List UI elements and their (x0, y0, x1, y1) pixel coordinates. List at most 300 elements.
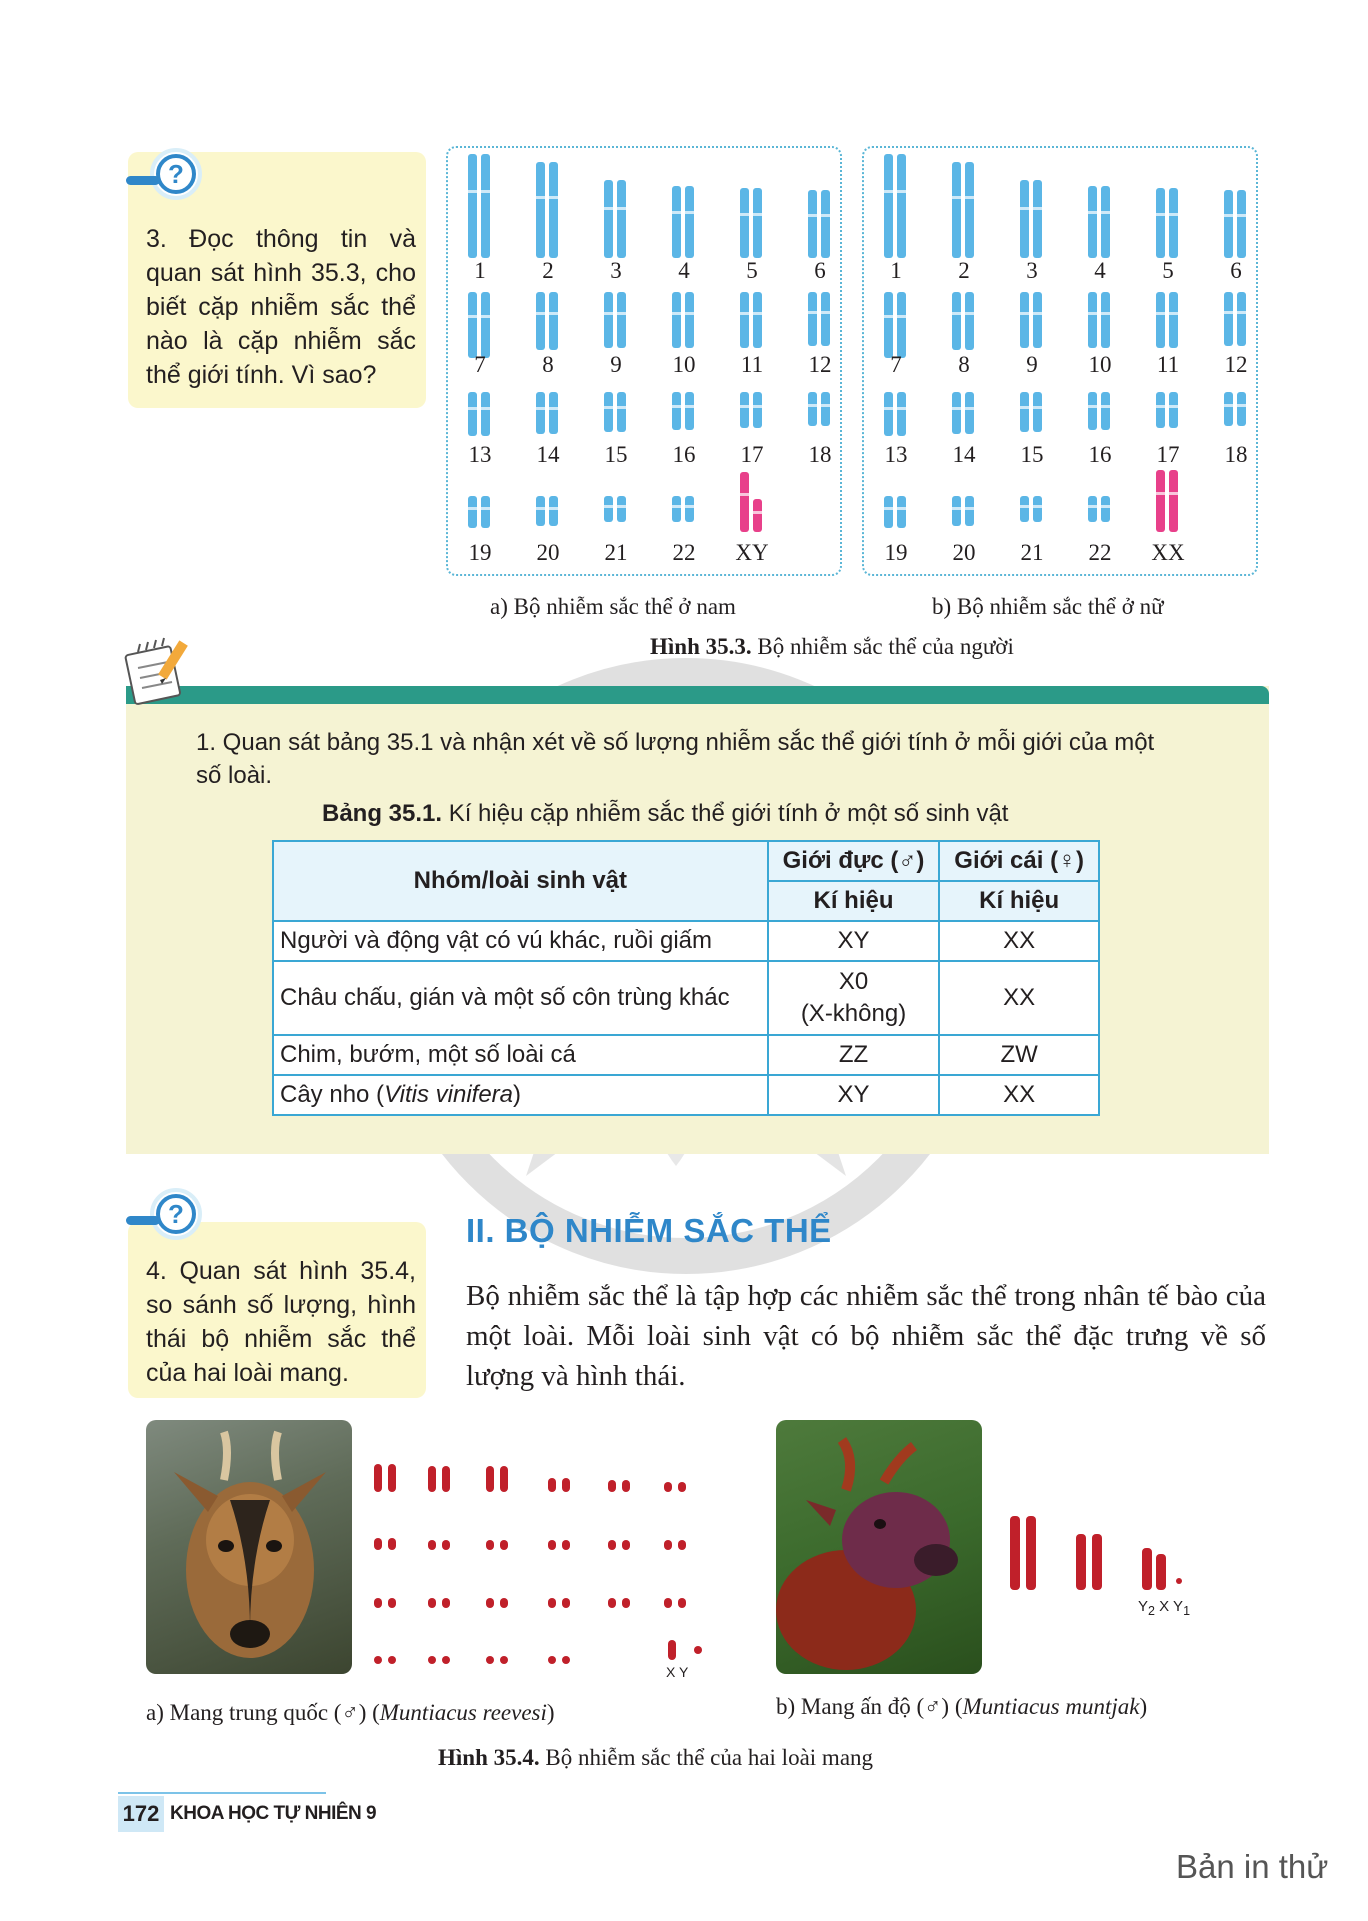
table-row (273, 1035, 1099, 1075)
centromere (468, 190, 477, 193)
table-row (273, 961, 1099, 1035)
question-3-text: 3. Đọc thông tin và quan sát hình 35.3, cho biết cặp nhiễm sắc thể nào là cặp nhiễm sắc thể giới tính. Vì sao? (146, 225, 416, 389)
chromosome-pair (808, 392, 832, 426)
chromosome-number: 10 (672, 352, 696, 377)
chromosome (500, 1656, 508, 1664)
chromosome (678, 1482, 686, 1492)
chromosome (1092, 1534, 1102, 1590)
chromatid (536, 496, 545, 526)
chromosome-number: 7 (474, 352, 486, 377)
chromosome-number: 4 (678, 258, 690, 283)
centromere (617, 312, 626, 315)
chromatid (468, 154, 477, 258)
centromere (884, 315, 893, 318)
draft-label: Bản in thử (1176, 1848, 1329, 1885)
cell-male: XY (768, 1075, 940, 1115)
chromosome-pair (672, 186, 696, 258)
cell-group-scientific-name: Vitis vinifera (384, 1081, 514, 1108)
chromosome (388, 1598, 396, 1608)
chromosome (622, 1598, 630, 1608)
chromosome (1142, 1548, 1152, 1590)
centromere (1088, 211, 1097, 214)
chromosome-pair (952, 292, 976, 350)
chromatid (1033, 292, 1042, 348)
caption-a-scientific-name: Muntiacus reevesi (379, 1700, 547, 1725)
table-row (273, 1075, 1099, 1115)
chromosome-number: 2 (542, 258, 554, 283)
chromosome-pair (468, 154, 492, 258)
page-number: 172 (118, 1796, 164, 1832)
figure-35-3-title: Bộ nhiễm sắc thể của người (751, 634, 1014, 659)
chromosome-pair (672, 392, 696, 430)
male-karyotype-caption: a) Bộ nhiễm sắc thể ở nam (490, 594, 736, 619)
centromere (1088, 312, 1097, 315)
centromere (1101, 312, 1110, 315)
chromatid (1237, 190, 1246, 258)
centromere (897, 190, 906, 193)
chromosome-number: 6 (1230, 258, 1242, 283)
chromosome-pair (672, 496, 696, 522)
chromatid (821, 292, 830, 346)
chromosome-pair (536, 162, 560, 258)
centromere (1088, 405, 1097, 408)
chromosome-number: 13 (884, 442, 908, 467)
centromere (617, 505, 626, 508)
chromatid (1156, 188, 1165, 258)
sex-chromosome-pair (1156, 470, 1180, 532)
chromatid (740, 472, 749, 532)
chromatid (1033, 180, 1042, 258)
chromatid (536, 162, 545, 258)
label-subscript: 1 (1183, 1604, 1191, 1618)
chromatid (1101, 392, 1110, 430)
subheader-male: Kí hiệu (768, 881, 940, 921)
chromosome-number: 10 (1088, 352, 1112, 377)
chromosome (442, 1598, 450, 1608)
centromere (753, 312, 762, 315)
centromere (604, 505, 613, 508)
chromatid (468, 392, 477, 436)
centromere (685, 505, 694, 508)
cell-male: ZZ (768, 1035, 940, 1075)
chromatid (740, 188, 749, 258)
section-body-text: Bộ nhiễm sắc thể là tập hợp các nhiễm sắc thể trong nhân tế bào của một loài. Mỗi loài sinh vật có bộ nhiễm sắc thể đặc trưng về số lượng và hình thái. (466, 1280, 1266, 1392)
chromosome-number: 8 (542, 352, 554, 377)
chromatid (536, 292, 545, 350)
centromere (685, 405, 694, 408)
centromere (685, 312, 694, 315)
chromatid (604, 496, 613, 522)
chromatid (481, 392, 490, 436)
chromosome-pair (1020, 292, 1044, 348)
cell-female: XX (939, 961, 1099, 1035)
chromosome-pair (952, 392, 976, 434)
chromatid (1237, 292, 1246, 346)
chromatid (549, 496, 558, 526)
chromatid (617, 496, 626, 522)
centromere (468, 507, 477, 510)
chromatid (1156, 470, 1165, 532)
notebook-pencil-icon (124, 636, 194, 706)
chromosome (678, 1540, 686, 1550)
chromosome (562, 1540, 570, 1550)
chromosome-number: 22 (672, 540, 696, 565)
question-4-text: 4. Quan sát hình 35.4, so sánh số lượng, hình thái bộ nhiễm sắc thể của hai loài mang. (146, 1257, 416, 1387)
chromosome-pair (1020, 392, 1044, 432)
chromosome (622, 1480, 630, 1492)
chromatid (753, 392, 762, 428)
chromatid (952, 392, 961, 434)
chromosome-pair (1224, 190, 1248, 258)
chromatid (1224, 190, 1233, 258)
centromere (821, 311, 830, 314)
centromere (884, 190, 893, 193)
chromosome (548, 1478, 556, 1492)
chromosome-number: XY (735, 540, 769, 565)
chromatid (1033, 392, 1042, 432)
chromosome (486, 1656, 494, 1664)
centromere (617, 406, 626, 409)
chromatid (808, 190, 817, 258)
centromere (952, 507, 961, 510)
caption-b-scientific-name: Muntiacus muntjak (962, 1694, 1140, 1719)
cell-female: XX (939, 921, 1099, 961)
chromosome-pair (1088, 186, 1112, 258)
activity-prompt: 1. Quan sát bảng 35.1 và nhận xét về số lượng nhiễm sắc thể giới tính ở mỗi giới của một số loài. (196, 729, 1155, 789)
chromosome (374, 1464, 382, 1492)
centromere (1156, 312, 1165, 315)
centromere (884, 507, 893, 510)
centromere (1156, 213, 1165, 216)
cell-male (768, 961, 940, 1035)
centromere (897, 315, 906, 318)
chromosome-number: 1 (890, 258, 902, 283)
chromosome (374, 1538, 382, 1550)
chromosome-number: 11 (740, 352, 764, 377)
chromosome-number: 3 (610, 258, 622, 283)
svg-text:?: ? (168, 1199, 184, 1229)
chromatid (549, 392, 558, 434)
chromosome (388, 1656, 396, 1664)
subheader-female: Kí hiệu (939, 881, 1099, 921)
centromere (1169, 312, 1178, 315)
label-subscript: 2 (1148, 1604, 1155, 1618)
chromosome-pair (672, 292, 696, 348)
chromatid (753, 188, 762, 258)
centromere (1237, 214, 1246, 217)
chromatid (1020, 292, 1029, 348)
label-text: X (1154, 1598, 1174, 1615)
centromere (549, 407, 558, 410)
chromosome-number: 7 (890, 352, 902, 377)
table-title-text: Kí hiệu cặp nhiễm sắc thể giới tính ở một số sinh vật (442, 800, 1009, 827)
centromere (481, 190, 490, 193)
centromere (1224, 311, 1233, 314)
muntiacus-reevesi-photo (146, 1420, 352, 1674)
caption-a-suffix: ) (546, 1700, 555, 1725)
centromere (952, 407, 961, 410)
chromosome (562, 1656, 570, 1664)
chromatid (965, 292, 974, 350)
chromosome-number: 2 (958, 258, 970, 283)
chromosome-number: 16 (672, 442, 696, 467)
activity-header-bar (126, 686, 1269, 704)
centromere (952, 196, 961, 199)
chromosome (562, 1598, 570, 1608)
chromosome-pair (604, 496, 628, 522)
chromosome-number: 9 (1026, 352, 1038, 377)
chromatid (672, 186, 681, 258)
cell-group-prefix: Cây nho ( (280, 1081, 385, 1108)
label-text: Y (1138, 1598, 1149, 1615)
cell-group: Người và động vật có vú khác, ruồi giấm (273, 921, 768, 961)
centromere (821, 214, 830, 217)
chromatid (952, 292, 961, 350)
centromere (884, 407, 893, 410)
chromatid (965, 162, 974, 258)
centromere (536, 312, 545, 315)
section-title: II. BỘ NHIỄM SẮC THỂ (466, 1212, 832, 1249)
chromatid (1224, 292, 1233, 346)
caption-b-prefix: b) Mang ấn độ (♂) ( (776, 1694, 963, 1719)
chromosome (608, 1598, 616, 1608)
indian-muntjac-labels (1138, 1598, 1190, 1618)
question-magnifier-icon (124, 1178, 202, 1256)
chromatid (1033, 496, 1042, 522)
centromere (1033, 312, 1042, 315)
chromosome-number: 16 (1088, 442, 1112, 467)
chromosome (678, 1598, 686, 1608)
chromatid (1156, 392, 1165, 428)
chromatid (1237, 392, 1246, 426)
centromere (1020, 312, 1029, 315)
caption-a-prefix: a) Mang trung quốc (♂) ( (146, 1700, 380, 1725)
chromosome-number: 17 (1156, 442, 1180, 467)
chromosome (428, 1540, 436, 1550)
chromosome (1026, 1516, 1036, 1590)
chromosome-pair (1224, 292, 1248, 346)
chromosome (486, 1540, 494, 1550)
chromosome (486, 1598, 494, 1608)
chromosome-pair (468, 392, 492, 436)
chromatid (604, 180, 613, 258)
chromosome-pair (952, 162, 976, 258)
centromere (1020, 505, 1029, 508)
chromosome-number: 5 (746, 258, 758, 283)
chromosome (428, 1598, 436, 1608)
centromere (1237, 311, 1246, 314)
chromosome-number: 9 (610, 352, 622, 377)
cell-male-note: (X-không) (800, 1000, 907, 1027)
chromatid (1169, 392, 1178, 428)
centromere (740, 405, 749, 408)
chromatid (481, 496, 490, 528)
sex-chromosome-labels: X Y (666, 1664, 689, 1680)
cell-female: ZW (939, 1035, 1099, 1075)
cell-male-value: X0 (838, 968, 869, 995)
chromatid (617, 392, 626, 432)
chromosome-pair (468, 292, 492, 358)
centromere (481, 315, 490, 318)
centromere (549, 196, 558, 199)
chromatid (672, 496, 681, 522)
table-row (273, 921, 1099, 961)
centromere (1101, 505, 1110, 508)
chromosome (548, 1540, 556, 1550)
centromere (965, 312, 974, 315)
centromere (481, 407, 490, 410)
chromatid (808, 292, 817, 346)
centromere (536, 407, 545, 410)
chromosome-number: 22 (1088, 540, 1112, 565)
chromatid (481, 154, 490, 258)
y-chromosome (694, 1646, 702, 1654)
centromere (897, 407, 906, 410)
centromere (753, 511, 762, 514)
chromosome (388, 1464, 396, 1492)
chromosome (428, 1656, 436, 1664)
table-35-1-title (322, 800, 1008, 828)
chromosome-number: 14 (536, 442, 560, 467)
cell-male: XY (768, 921, 940, 961)
chromatid (1224, 392, 1233, 426)
chromatid (884, 292, 893, 358)
chromosome-number: 4 (1094, 258, 1106, 283)
chromosome (442, 1656, 450, 1664)
chromosome-pair (1156, 292, 1180, 348)
header-male: Giới đực (♂) (768, 841, 940, 881)
chromosome (622, 1540, 630, 1550)
chromosome (562, 1478, 570, 1492)
chromosome-number: 17 (740, 442, 764, 467)
footer-divider (118, 1792, 326, 1794)
book-title: KHOA HỌC TỰ NHIÊN 9 (170, 1803, 377, 1824)
chromosome-pair (604, 180, 628, 258)
centromere (740, 312, 749, 315)
chromosome (608, 1540, 616, 1550)
muntiacus-reevesi-caption (146, 1700, 555, 1726)
muntiacus-muntjak-photo (776, 1420, 982, 1674)
chromatid (1088, 496, 1097, 522)
label-text: Y (1173, 1598, 1184, 1615)
chromosome-pair (604, 292, 628, 348)
chromatid (1169, 292, 1178, 348)
chromosome-pair (740, 292, 764, 348)
centromere (1033, 207, 1042, 210)
chromatid (1088, 292, 1097, 348)
chromosome-pair (1088, 392, 1112, 430)
chromosome (500, 1466, 508, 1492)
chromosome (442, 1466, 450, 1492)
chromosome-pair (1088, 496, 1112, 522)
centromere (1020, 406, 1029, 409)
chromatid (604, 392, 613, 432)
centromere (468, 407, 477, 410)
cell-group-suffix: ) (513, 1081, 522, 1108)
chromosome (500, 1540, 508, 1550)
chromosome-number: 19 (468, 540, 492, 565)
chromatid (808, 392, 817, 426)
chromatid (604, 292, 613, 348)
header-female: Giới cái (♀) (939, 841, 1099, 881)
centromere (1169, 405, 1178, 408)
sex-chromosome-pair (740, 472, 764, 532)
y1-chromosome (1176, 1578, 1182, 1584)
chromatid (897, 392, 906, 436)
chromosome (486, 1466, 494, 1492)
centromere (1033, 505, 1042, 508)
chromosome-pair (536, 292, 560, 350)
chromatid (897, 496, 906, 528)
centromere (753, 405, 762, 408)
chromatid (1088, 186, 1097, 258)
chromatid (1169, 470, 1178, 532)
centromere (604, 406, 613, 409)
karyotype-male-panel (446, 146, 842, 576)
chromosome-number: 11 (1156, 352, 1180, 377)
chromosome (428, 1466, 436, 1492)
chromosome-number: 20 (536, 540, 560, 565)
centromere (1224, 404, 1233, 407)
chromosome (664, 1540, 672, 1550)
chromosome (1010, 1516, 1020, 1590)
centromere (536, 507, 545, 510)
chromatid (965, 392, 974, 434)
centromere (965, 507, 974, 510)
centromere (1088, 505, 1097, 508)
centromere (1101, 405, 1110, 408)
chromosome-number: 14 (952, 442, 976, 467)
chromosome (442, 1540, 450, 1550)
centromere (965, 407, 974, 410)
chromatid (1169, 188, 1178, 258)
chromatid (952, 162, 961, 258)
chromosome-pair (952, 496, 976, 526)
chromatid (672, 392, 681, 430)
chromatid (821, 190, 830, 258)
chromosome (1076, 1534, 1086, 1590)
chromosome-pair (740, 392, 764, 428)
question-magnifier-icon (124, 138, 202, 216)
chromosome-pair (808, 190, 832, 258)
muntiacus-muntjak-caption (776, 1694, 1147, 1720)
cell-group: Chim, bướm, một số loài cá (273, 1035, 768, 1075)
chromatid (1101, 186, 1110, 258)
chromosome-pair (884, 292, 908, 358)
centromere (1224, 214, 1233, 217)
chromatid (897, 154, 906, 258)
centromere (549, 312, 558, 315)
female-karyotype-caption: b) Bộ nhiễm sắc thể ở nữ (932, 594, 1164, 619)
figure-35-4-label: Hình 35.4. (438, 1745, 540, 1770)
chromatid (884, 154, 893, 258)
centromere (965, 196, 974, 199)
chromosome-number: 21 (1020, 540, 1044, 565)
chromatid (1020, 392, 1029, 432)
chromatid (1020, 496, 1029, 522)
centromere (672, 505, 681, 508)
centromere (821, 404, 830, 407)
chromatid (897, 292, 906, 358)
chromosome-pair (884, 154, 908, 258)
centromere (808, 311, 817, 314)
centromere (468, 315, 477, 318)
chromosome-number: 19 (884, 540, 908, 565)
chromatid (952, 496, 961, 526)
centromere (617, 207, 626, 210)
chromosome-number: 15 (604, 442, 628, 467)
chromatid (821, 392, 830, 426)
